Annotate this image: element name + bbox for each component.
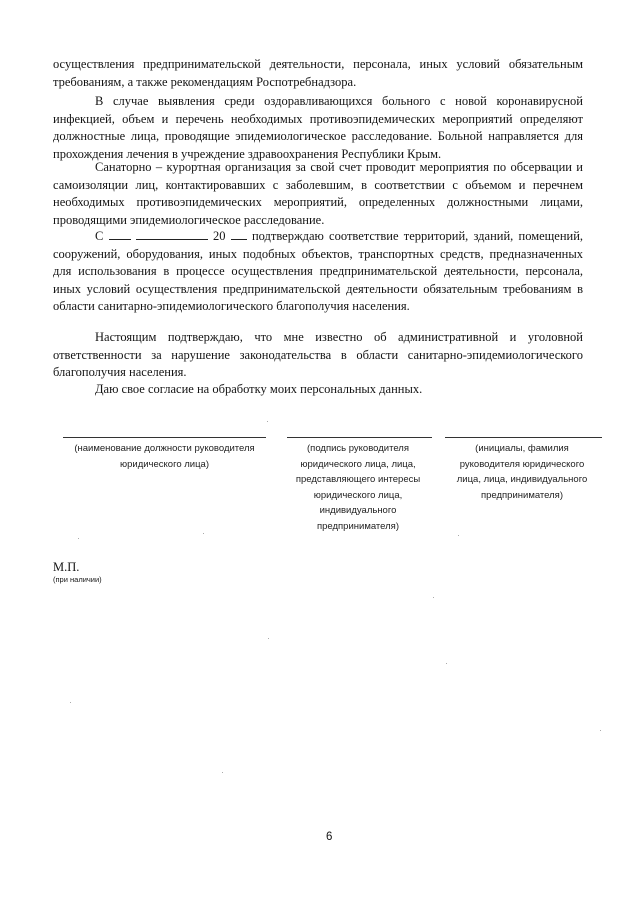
scan-speck <box>446 663 447 664</box>
paragraph-observation: Санаторно – курортная организация за свой счет проводит мероприятия по обсервации и самоизоляции лиц, контактировавших с заболевшим, в соответствии с объемом и перечнем необходимых противоэпидемических мероприятий, определенных должностными лицами, проводящими эпидемиологическое расследование. <box>53 160 583 227</box>
name-caption: (инициалы, фамилия руководителя юридического лица, лица, индивидуального предпринимателя) <box>456 443 588 501</box>
name-signature-line <box>445 437 602 438</box>
scan-speck <box>433 597 434 598</box>
paragraph-infection-case: В случае выявления среди оздоравливающихся больного с новой коронавирусной инфекцией, объем и перечень необходимых противоэпидемических мероприятий определяют должностные лица, проводящие эпидемиологическое расследование. Больной направляется для прохождения лечения в учреждение здравоохранения Республики Крым. <box>53 94 583 161</box>
position-caption: (наименование должности руководителя юридического лица) <box>74 443 255 470</box>
scan-speck <box>267 421 268 422</box>
paragraph-continuation: осуществления предпринимательской деятельности, персонала, иных условий обязательным требованиям, а также рекомендациям Роспотребнадзора. <box>53 57 583 89</box>
day-blank <box>109 227 131 240</box>
paragraph-liability: Настоящим подтверждаю, что мне известно об административной и уголовной ответственности за нарушение законодательства в области санитарно-эпидемиологического благополучия населения. <box>53 330 583 380</box>
year-prefix: 20 <box>213 229 226 243</box>
page-number: 6 <box>326 831 333 843</box>
scan-speck <box>458 535 459 536</box>
signature-caption: (подпись руководителя юридического лица, лица, представляющего интересы юридического лица, индивидуального предпринимателя) <box>295 443 421 532</box>
signature-line <box>287 437 432 438</box>
month-blank <box>136 227 208 240</box>
scan-speck <box>268 638 269 639</box>
date-paragraph-text: подтверждаю соответствие территорий, зданий, помещений, сооружений, оборудования, иных подобных объектов, транспортных средств, предназначенных для использования в процессе осуществления предпринимательской деятельности, персонала, иных условий осуществления предпринимательской деятельности обязательным требованиям в области санитарно-эпидемиологического благополучия населения. <box>53 229 584 314</box>
stamp-label: М.П. <box>53 560 80 574</box>
year-blank <box>231 227 247 240</box>
scan-speck <box>600 730 601 731</box>
paragraph-consent: Даю свое согласие на обработку моих персональных данных. <box>95 382 423 396</box>
scan-speck <box>222 772 223 773</box>
scan-speck <box>78 538 79 539</box>
scan-speck <box>203 533 204 534</box>
stamp-note: (при наличии) <box>53 575 102 584</box>
paragraph-date-confirmation <box>53 227 583 316</box>
position-signature-line <box>63 437 266 438</box>
scan-speck <box>70 702 71 703</box>
date-prefix: С <box>95 229 104 243</box>
